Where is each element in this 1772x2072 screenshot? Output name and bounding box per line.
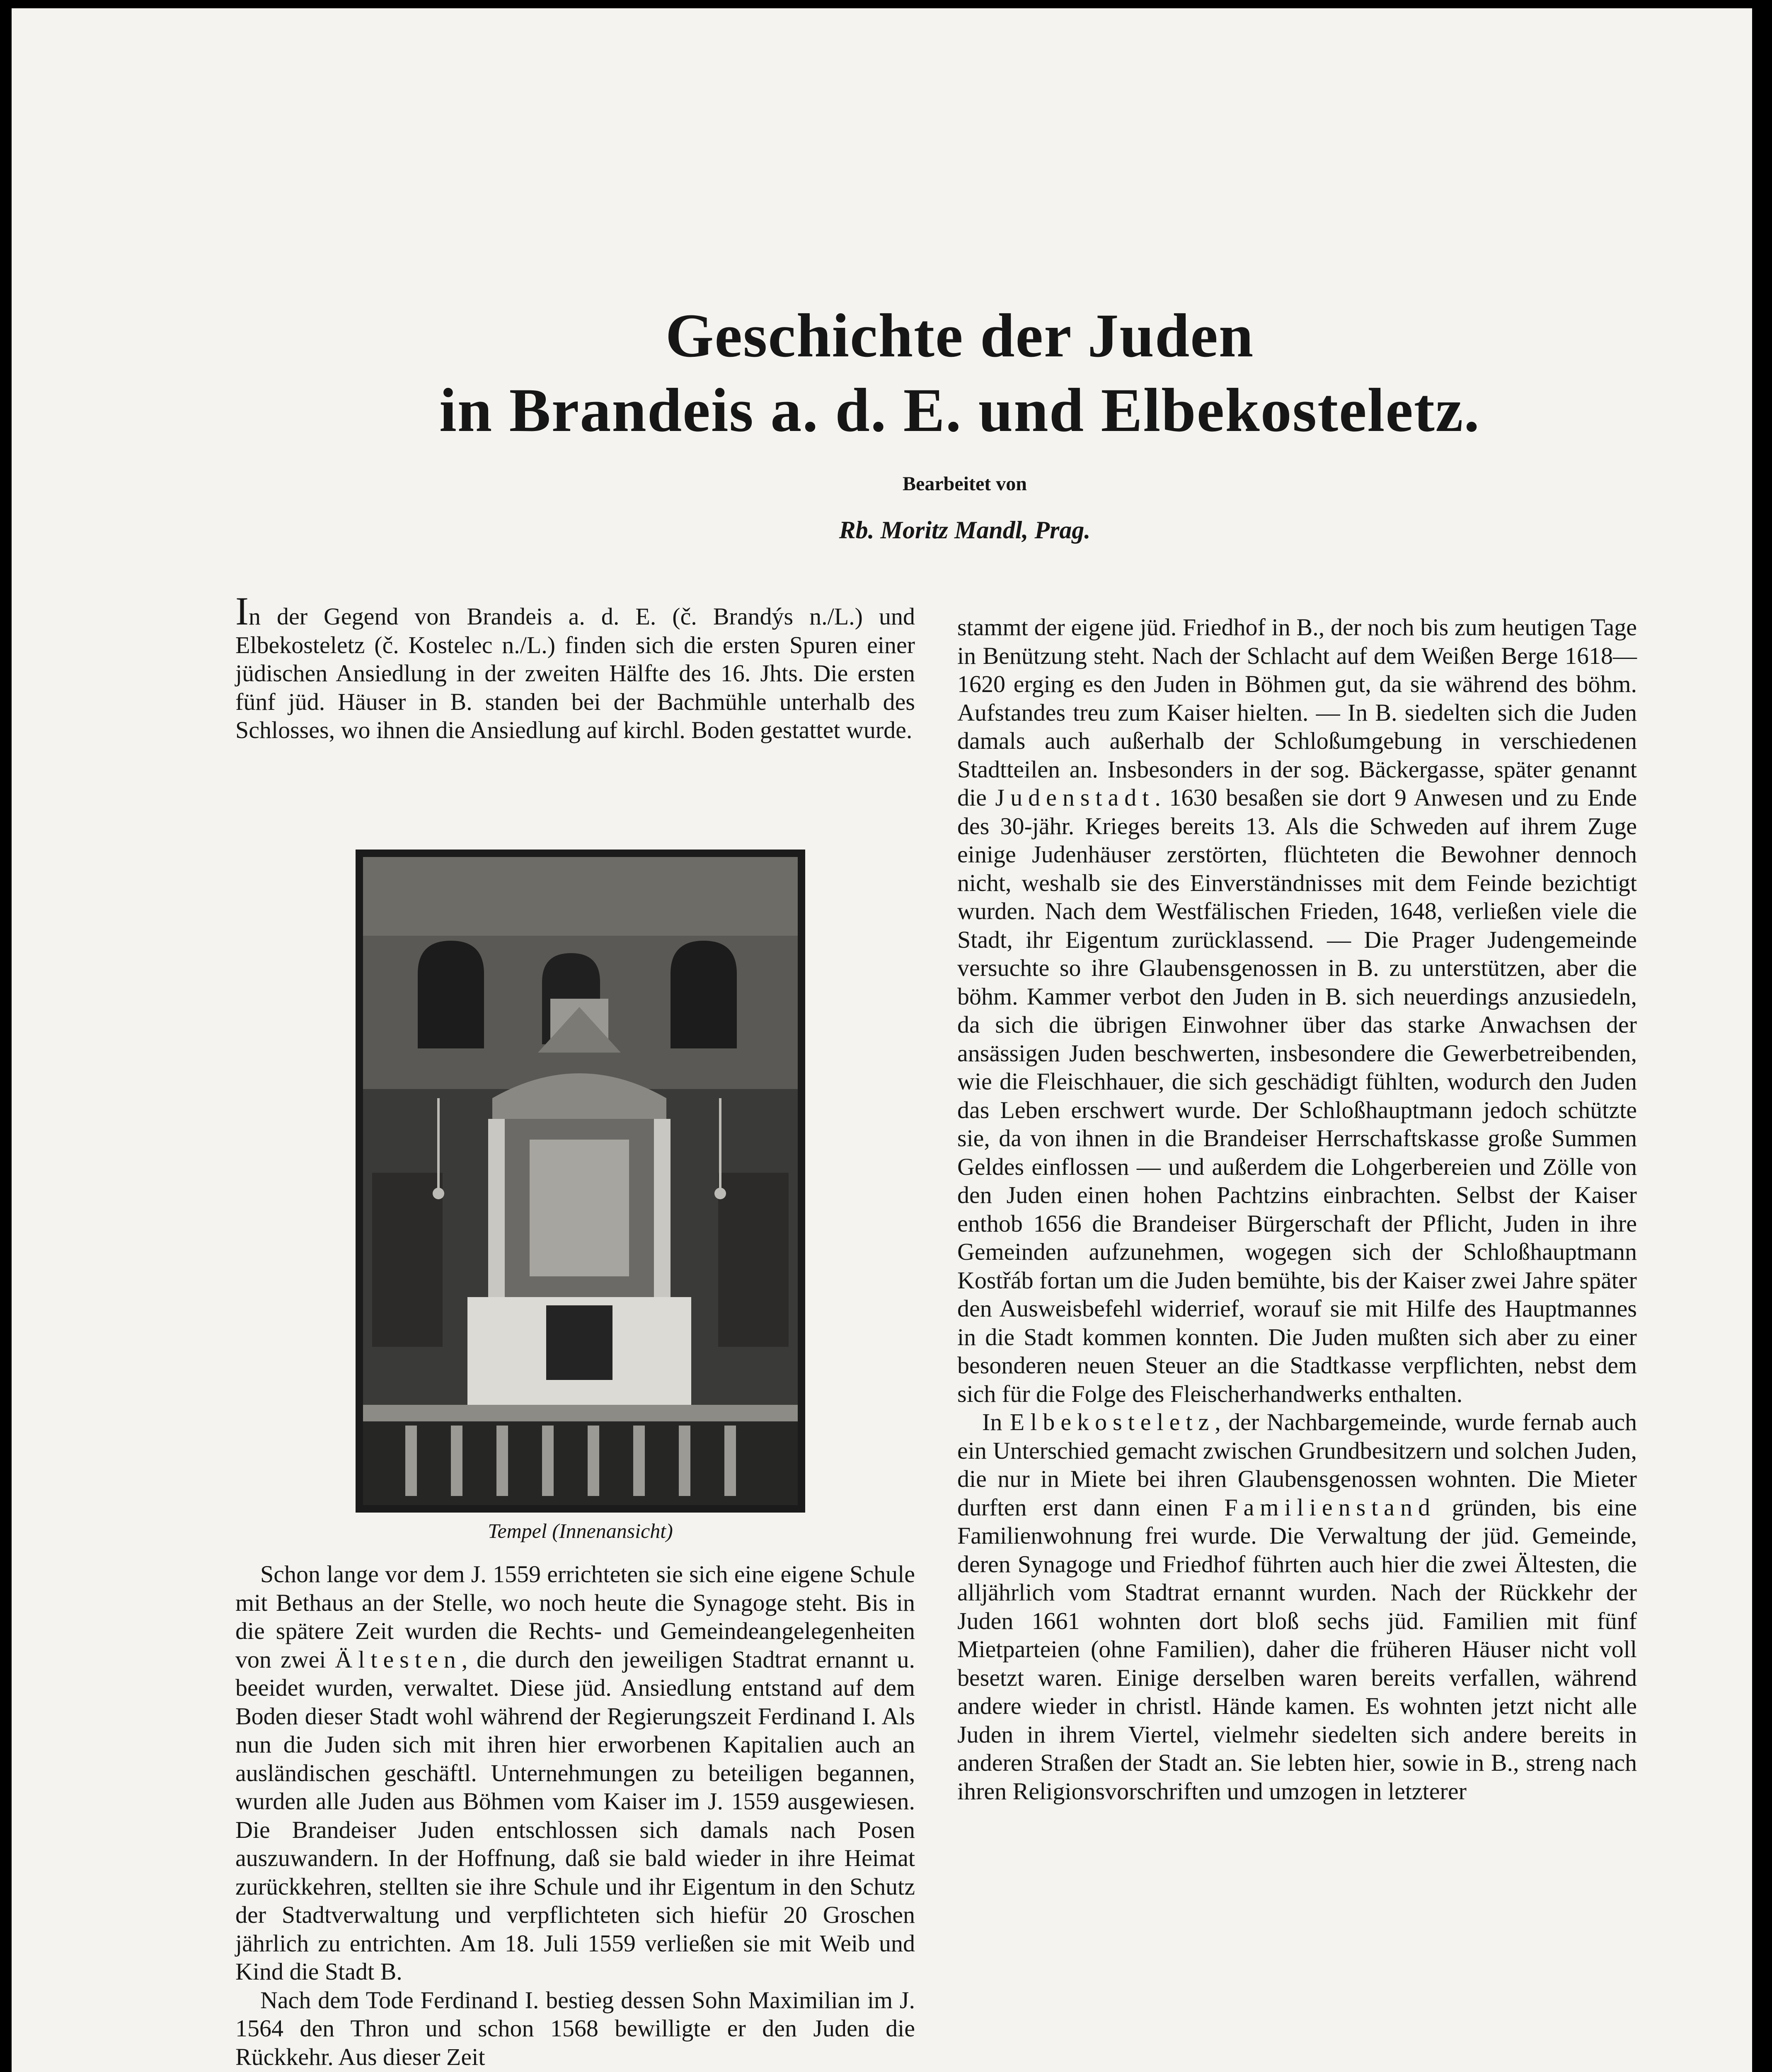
column-left-body: [235, 1560, 915, 2071]
author-name: Rb. Moritz Mandl, Prag.: [839, 516, 1091, 544]
spaced-emphasis: Familienstand: [1224, 1493, 1436, 1521]
paragraph-tode: Nach dem Tode Ferdinand I. bestieg dessen Sohn Maximilian im J. 1564 den Thron und schon 1568 bewilligte er den Juden die Rückkehr. Aus dieser Zeit: [235, 1986, 915, 2070]
temple-interior-image: [356, 850, 805, 1513]
title-line-1: Geschichte der Juden: [665, 301, 1254, 370]
text-run: Schon lange vor dem J. 1559 errichteten sie sich eine eigene Schule mit Bethaus an der Stelle, wo noch heute die Synagoge steht. Bis in die spätere Zeit wurden die Rechts- und Gemeindeangelegenheiten von zwei: [235, 1561, 915, 1673]
spaced-emphasis: Elbekosteletz: [1009, 1409, 1215, 1435]
paragraph-elbekosteletz: [957, 1408, 1637, 1806]
spaced-emphasis: Ältesten: [335, 1646, 462, 1673]
text-run: . 1630 besaßen sie dort 9 Anwesen und zu Ende des 30-jähr. Krieges bereits 13. Als die Schweden auf ihrem Zuge einige Judenhäuser zerstörten, flüchteten die Bewohner dennoch nicht, weshalb sie des Einverständnisses mit dem Feinde bezichtigt wurden. Nach dem Westfälischen Frieden, 1648, verließen viele die Stadt, ihr Eigentum zurücklassend. — Die Prager Judengemeinde versuchte so ihre Glaubensgenossen in B. zu unterstützen, aber die böhm. Kammer verbot den Juden in B. sich neuerdings anzusiedeln, da sich die übrigen Einwohner über das starke Anwachsen der ansässigen Juden beschwerten, insbesondere die Gewerbetreibenden, wie die Fleischhauer, die sich geschädigt fühlten, wodurch den Juden das Leben erschwert wurde. Der Schloßhauptmann jedoch schützte sie, da von ihnen in die Brandeiser Herrschaftskasse große Summen Geldes einflossen — und außerdem die Lohgerbereien und Zölle von den Juden einen hohen Pachtzins einbrachten. Selbst der Kaiser enthob 1656 die Brandeiser Bürgerschaft der Pflicht, Juden in ihre Gemeinden aufzunehmen, wogegen sich der Schloßhauptmann Kostřáb fortan um die Juden bemühte, bis der Kaiser zwei Jahre später den Ausweisbefehl widerrief, worauf sie mit Hilfe des Hauptmannes in die Stadt kommen konnten. Die Juden mußten sich aber zu einer besonderen neuen Steuer an die Stadtkasse verpflichten, nebst dem sich für die Folge des Fleischerhandwerks enthalten.: [957, 784, 1637, 1407]
intro-text: n der Gegend von Brandeis a. d. E. (č. Brandýs n./L.) und Elbekosteletz (č. Kostelec n./L.) finden sich die ersten Spuren einer jüdischen Ansiedlung in der zweiten Hälfte des 16. Jhts. Die ersten fünf jüd. Häuser in B. standen bei der Bachmühle unterhalb des Schlosses, wo ihnen die Ansiedlung auf kirchl. Boden gestattet wurde.: [235, 603, 915, 743]
text-run: stammt der eigene jüd. Friedhof in B., der noch bis zum heutigen Tage in Benützung steht. Nach der Schlacht auf dem Weißen Berge 1618—1620 erging es den Juden in Böhmen gut, da sie während des böhm. Aufstandes treu zum Kaiser hielten. — In B. siedelten sich die Juden damals auch außerhalb der Schloßumgebung in verschiedenen Stadtteilen an. Insbesonders in der sog. Bäckergasse, später genannt die: [957, 614, 1637, 811]
photo-caption: Tempel (Innenansicht): [488, 1519, 673, 1542]
drop-cap: I: [235, 589, 249, 633]
text-run: gründen, bis eine Familienwohnung frei wurde. Die Verwaltung der jüd. Gemeinde, deren Synagoge und Friedhof führten auch hier die zwei Ältesten, die alljährlich vom Stadtrat ernannt wurden. Nach der Rückkehr der Juden 1661 wohnten dort bloß sechs jüd. Familien mit fünf Mietparteien (ohne Familien), daher die früheren Häuser nicht voll besetzt waren. Einige derselben waren bereits verfallen, während andere wieder in christl. Hände kamen. Es wohnten jetzt nicht alle Juden in ihrem Viertel, vielmehr siedelten sich andere bereits in anderen Straßen der Stadt an. Sie lebten hier, sowie in B., streng nach ihren Religionsvorschriften und umzogen in letzterer: [957, 1493, 1637, 1805]
column-left-intro: [235, 589, 915, 745]
column-right: [957, 613, 1637, 1806]
document-page: [12, 8, 1752, 2072]
text-run: , der Nachbargemeinde, wurde fernab auch ein Unterschied gemacht zwischen Grundbesitzern und solchen Juden, die nur in Miete bei ihren Glaubensgenossen wohnten. Die Mieter durften erst dann einen: [957, 1409, 1637, 1521]
byline: Bearbeitet von: [903, 473, 1027, 495]
spaced-emphasis: Judenstadt: [995, 784, 1155, 811]
intro-paragraph: [235, 589, 915, 745]
paragraph-friedhof: [957, 613, 1637, 1408]
text-run: , die durch den jeweiligen Stadtrat ernannt u. beeidet wurden, verwaltet. Diese jüd. Ansiedlung entstand auf dem Boden dieser Stadt wohl während der Regierungszeit Ferdinand I. Als nun die Juden sich mit ihren hier erworbenen Kapitalien auch an ausländischen geschäftl. Unternehmungen zu beteiligen begannen, wurden alle Juden aus Böhmen vom Kaiser im J. 1559 ausgewiesen. Die Brandeiser Juden entschlossen sich damals nach Posen auszuwandern. In der Hoffnung, daß sie bald wieder in ihre Heimat zurückkehren, stellten sie ihre Schule und ihr Eigentum in den Schutz der Stadtverwaltung und verpflichteten sich hiefür 20 Groschen jährlich zu entrichten. Am 18. Juli 1559 verließen sie mit Weib und Kind die Stadt B.: [235, 1646, 915, 1985]
article-title: [12, 298, 1772, 448]
title-line-2: in Brandeis a. d. E. und Elbekosteletz.: [439, 376, 1480, 445]
temple-photo: [356, 850, 805, 1513]
text-run: In: [982, 1409, 1010, 1435]
paragraph-schon: [235, 1560, 915, 1986]
